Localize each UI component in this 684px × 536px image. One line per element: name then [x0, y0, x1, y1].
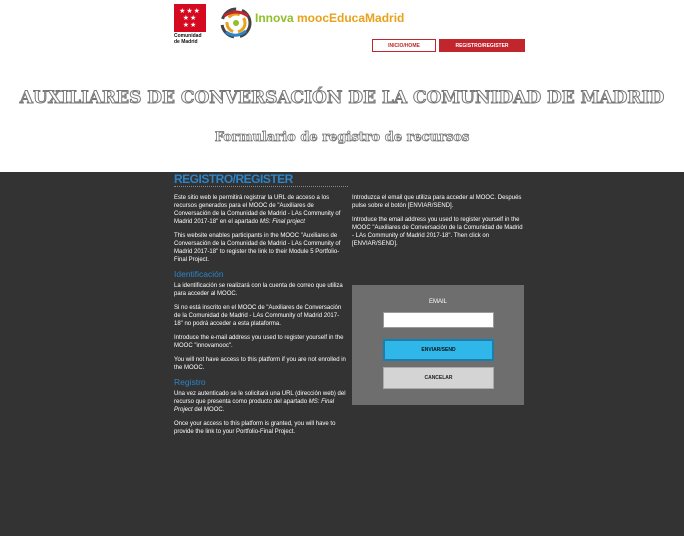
- intro-es-italic: MS: Final project: [259, 219, 305, 225]
- registro-heading: Registro: [174, 377, 206, 387]
- registro-text-1a: Una vez autenticado se le solicitará una URL (dirección web) del recurso que presenta como producto del apartado: [174, 391, 346, 405]
- brand-mooc: moocEducaMadrid: [297, 11, 405, 25]
- identificacion-text-2: Si no está inscrito en el MOOC de "Auxiliares de Conversación de la Comunidad de Madrid - LAs Community of Madrid 2017-18" no podrá acceder a esta plataforma.: [174, 305, 342, 327]
- identificacion-text-1: La identificación se realizará con la cuenta de correo que utiliza para acceder al MOOC.: [174, 283, 343, 297]
- intro-es: [174, 194, 346, 226]
- page-subtitle: Formulario de registro de recursos: [214, 130, 470, 145]
- left-column: [174, 194, 346, 442]
- email-input[interactable]: [383, 312, 494, 328]
- email-label: EMAIL: [428, 299, 447, 305]
- cancel-button[interactable]: CANCELAR: [383, 367, 494, 389]
- comunidad-madrid-logo[interactable]: [174, 4, 206, 46]
- registro-text-1c: del MOOC.: [192, 407, 225, 413]
- registro-text-1: [174, 390, 346, 414]
- cam-logo-text: Comunidad de Madrid: [174, 33, 202, 45]
- main-panel: [0, 172, 684, 536]
- page-header: [0, 0, 684, 172]
- right-column: [352, 194, 524, 254]
- instructions-es: Introduzca el email que utiliza para acceder al MOOC. Después pulse sobre el botón [ENVIAR/SEND].: [352, 195, 522, 209]
- intro-en: This website enables participants in the MOOC "Auxiliares de Conversación de la Comunidad de Madrid - LAs Community of Madrid 2017-18" to register the link to their Module 5 Portfolio-Final Project.: [174, 233, 341, 263]
- registro-text-1b: MS: Final Project: [174, 399, 335, 413]
- register-heading: REGISTRO/REGISTER: [174, 172, 293, 186]
- send-button[interactable]: ENVIAR/SEND: [383, 339, 494, 361]
- intro-es-text: Este sitio web le permitirá registrar la URL de acceso a los recursos generados para el MOOC de "Auxiliares de Conversación de la Comunidad de Madrid - LAs Community of Madrid 2017-18" en el apartado: [174, 195, 341, 225]
- heading-divider: [174, 186, 348, 187]
- innova-swirl-logo-icon[interactable]: [218, 6, 254, 40]
- brand-name: [255, 11, 404, 25]
- madrid-flag-icon: ★★★ ★★ ★★: [174, 4, 206, 32]
- registro-text-2: Once your access to this platform is granted, you will have to provide the link to your Portfolio-Final Project.: [174, 421, 336, 435]
- page-title: AUXILIARES DE CONVERSACIÓN DE LA COMUNIDAD DE MADRID: [19, 88, 665, 108]
- login-form: [352, 285, 524, 405]
- identificacion-heading: Identificación: [174, 269, 224, 279]
- nav-register-button[interactable]: REGISTRO/REGISTER: [439, 39, 525, 52]
- identificacion-text-4: You will not have access to this platform if you are not enrolled in the MOOC.: [174, 357, 346, 371]
- instructions-en: Introduce the email address you used to register yourself in the MOOC "Auxiliares de Conversación de la Comunidad de Madrid - LAs Community of Madrid 2017-18". Then click on [ENVIAR/SEND].: [352, 217, 523, 247]
- identificacion-text-3: Introduce the e-mail address you used to register yourself in the MOOC "innovamooc".: [174, 335, 344, 349]
- nav-home-button[interactable]: INICIO/HOME: [372, 39, 436, 52]
- brand-innova: Innova: [255, 11, 298, 25]
